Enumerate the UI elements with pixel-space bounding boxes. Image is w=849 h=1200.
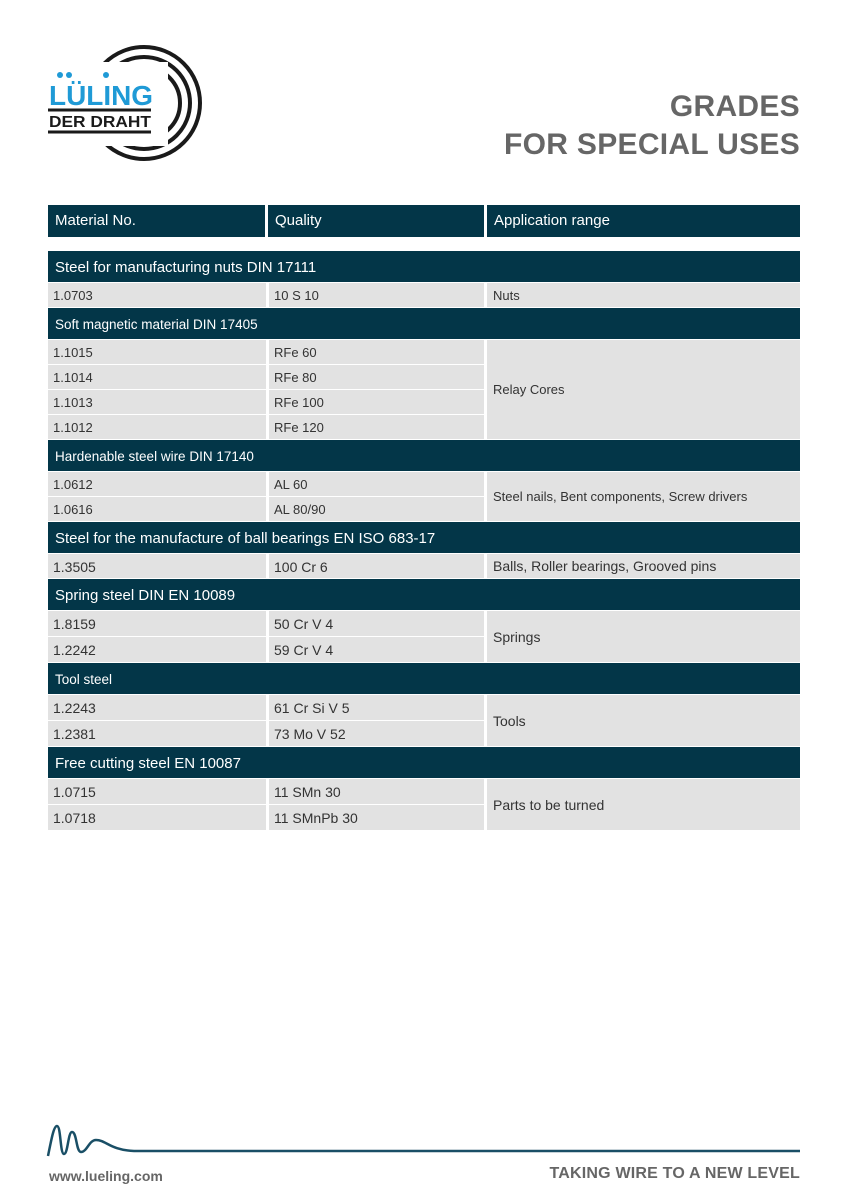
section-rows [48, 695, 800, 746]
application-range: Nuts [487, 283, 800, 307]
header-material-no: Material No. [48, 205, 265, 237]
quality: 10 S 10 [269, 283, 484, 307]
quality: 50 Cr V 4 [269, 611, 484, 636]
section-rows [48, 472, 800, 521]
material-no: 1.3505 [48, 554, 266, 578]
quality: 100 Cr 6 [269, 554, 484, 578]
material-no: 1.1012 [48, 415, 266, 439]
quality: RFe 60 [269, 340, 484, 364]
section-title: Spring steel DIN EN 10089 [48, 579, 800, 610]
title-line-1: GRADES [669, 90, 800, 123]
material-no: 1.1013 [48, 390, 266, 414]
material-no: 1.0718 [48, 805, 266, 830]
material-no: 1.0715 [48, 779, 266, 804]
section-rows [48, 283, 800, 307]
quality: RFe 120 [269, 415, 484, 439]
application-range: Parts to be turned [487, 779, 800, 830]
section-title: Hardenable steel wire DIN 17140 [48, 440, 800, 471]
material-no: 1.2381 [48, 721, 266, 746]
quality: AL 80/90 [269, 497, 484, 521]
title-line-2: FOR SPECIAL USES [504, 128, 800, 161]
material-no: 1.0612 [48, 472, 266, 496]
footer-wire-line [44, 1118, 804, 1163]
quality: RFe 80 [269, 365, 484, 389]
material-no: 1.1014 [48, 365, 266, 389]
header-quality: Quality [268, 205, 484, 237]
logo-name-bottom: DER DRAHT [49, 114, 152, 131]
section-rows [48, 554, 800, 578]
section-rows [48, 611, 800, 662]
quality: 11 SMnPb 30 [269, 805, 484, 830]
application-range: Balls, Roller bearings, Grooved pins [487, 554, 800, 578]
quality: 61 Cr Si V 5 [269, 695, 484, 720]
header-application-range: Application range [487, 205, 800, 237]
material-no: 1.2243 [48, 695, 266, 720]
material-no: 1.0703 [48, 283, 266, 307]
section-title: Steel for manufacturing nuts DIN 17111 [48, 251, 800, 282]
footer-url[interactable]: www.lueling.com [49, 1168, 163, 1184]
material-no: 1.0616 [48, 497, 266, 521]
application-range: Springs [487, 611, 800, 662]
quality: AL 60 [269, 472, 484, 496]
quality: 73 Mo V 52 [269, 721, 484, 746]
section-title: Steel for the manufacture of ball bearings EN ISO 683-17 [48, 522, 800, 553]
section-title: Free cutting steel EN 10087 [48, 747, 800, 778]
section-rows [48, 340, 800, 439]
grades-table [48, 205, 800, 830]
application-range: Tools [487, 695, 800, 746]
section-title: Soft magnetic material DIN 17405 [48, 308, 800, 339]
application-range: Steel nails, Bent components, Screw drivers [487, 472, 800, 521]
application-range: Relay Cores [487, 340, 800, 439]
footer-tagline: TAKING WIRE TO A NEW LEVEL [549, 1165, 800, 1182]
logo-name-top: LÜLING [49, 80, 153, 111]
section-rows [48, 779, 800, 830]
quality: RFe 100 [269, 390, 484, 414]
lueling-logo [44, 44, 209, 164]
material-no: 1.2242 [48, 637, 266, 662]
material-no: 1.8159 [48, 611, 266, 636]
page-title [504, 88, 800, 164]
material-no: 1.1015 [48, 340, 266, 364]
section-title: Tool steel [48, 663, 800, 694]
table-header [48, 205, 800, 237]
quality: 59 Cr V 4 [269, 637, 484, 662]
quality: 11 SMn 30 [269, 779, 484, 804]
